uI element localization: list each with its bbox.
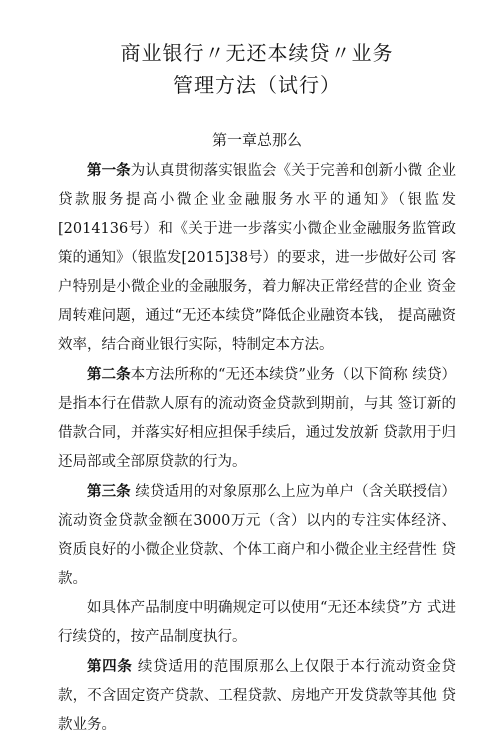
title-line-2: 管理方法（试行） (173, 73, 341, 97)
article-text: 为认真贯彻落实银监会《关于完善和创新小微 企业贷款服务提高小微企业金融服务水平的通知》（银监发[2014136号）和《关于进一步落实小微企业金融服务监管政 策的通知》（银监发[2015]38号）的要求，进一步做好公司 客户特别是小微企业的金融服务，着力解决正常经营的企业 资金周转难问题，通过“无还本续贷”降低企业融资本钱， 提高融资效率，结合商业银行实际，特制定本方法。 (58, 163, 457, 353)
article-text: 续贷适用的对象原那么上应为单户（含关联授信）流动资金贷款金额在3000万元（含）以内的专注实体经济、 资质良好的小微企业贷款、个体工商户和小微企业主经营性 贷款。 (58, 484, 457, 587)
article-1 (58, 156, 456, 360)
article-text: 续贷适用的范围原那么上仅限于本行流动资金贷款，不含固定资产贷款、工程贷款、房地产开发贷款等其他 贷款业务。 (58, 659, 457, 733)
chapter-heading: 第一章总那么 (211, 131, 302, 149)
title-line-1: 商业银行〃无还本续贷〃业务 (120, 41, 394, 65)
article-label: 第四条 (87, 658, 133, 675)
article-label: 第二条 (87, 366, 131, 383)
article-4 (58, 652, 456, 740)
article-label: 第三条 (87, 483, 131, 500)
article-2 (58, 360, 456, 477)
article-text: 如具体产品制度中明确规定可以使用“无还本续贷”方 式进行续贷的，按产品制度执行。 (58, 600, 456, 645)
article-label: 第一条 (87, 162, 131, 179)
article-3 (58, 477, 456, 594)
article-text: 本方法所称的“无还本续贷”业务（以下简称 续贷）是指本行在借款人原有的流动资金贷款到期前，与其 签订新的借款合同，并落实好相应担保手续后，通过发放新 贷款用于归还局部或全部原贷款的行为。 (58, 367, 457, 470)
document-title (58, 38, 456, 100)
article-3-note (58, 594, 456, 652)
